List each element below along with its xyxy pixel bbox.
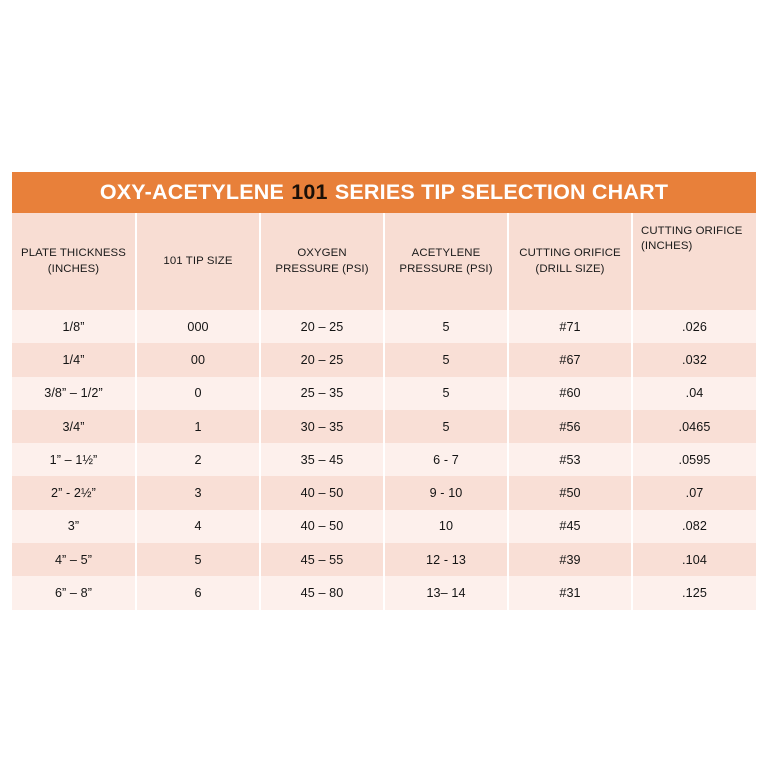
cell-cutting-orifice-inches: .026: [632, 310, 756, 343]
table-row: [12, 377, 756, 410]
cell-acetylene-pressure: 13– 14: [384, 576, 508, 609]
column-header-acetylene-pressure: [384, 213, 508, 310]
tip-selection-chart: [12, 172, 756, 610]
cell-tip-size: 5: [136, 543, 260, 576]
cell-acetylene-pressure: 12 - 13: [384, 543, 508, 576]
cell-acetylene-pressure: 5: [384, 343, 508, 376]
chart-title-accent: 101: [291, 180, 328, 204]
cell-cutting-orifice-drill-size: #60: [508, 377, 632, 410]
cell-acetylene-pressure: 6 - 7: [384, 443, 508, 476]
header-line: 101 TIP SIZE: [163, 254, 233, 267]
cell-tip-size: 1: [136, 410, 260, 443]
column-header-plate-thickness: [12, 213, 136, 310]
header-line: PRESSURE (PSI): [275, 262, 369, 275]
cell-plate-thickness: 3”: [12, 510, 136, 543]
cell-oxygen-pressure: 30 – 35: [260, 410, 384, 443]
table-row: [12, 510, 756, 543]
column-header-tip-size: [136, 213, 260, 310]
cell-tip-size: 000: [136, 310, 260, 343]
header-line: OXYGEN: [297, 247, 347, 260]
cell-plate-thickness: 2” - 2½”: [12, 476, 136, 509]
table-row: [12, 410, 756, 443]
cell-tip-size: 4: [136, 510, 260, 543]
table-body: [12, 310, 756, 610]
column-header-oxygen-pressure: [260, 213, 384, 310]
header-line: (INCHES): [641, 240, 693, 253]
header-line: CUTTING ORIFICE: [641, 225, 743, 237]
cell-cutting-orifice-inches: .104: [632, 543, 756, 576]
cell-cutting-orifice-drill-size: #45: [508, 510, 632, 543]
chart-title-band: [12, 172, 756, 213]
chart-title-suffix: SERIES TIP SELECTION CHART: [328, 180, 669, 204]
column-header-cutting-orifice-drill-size: [508, 213, 632, 310]
page-title: [100, 180, 668, 205]
cell-cutting-orifice-drill-size: #56: [508, 410, 632, 443]
cell-oxygen-pressure: 20 – 25: [260, 343, 384, 376]
cell-cutting-orifice-drill-size: #39: [508, 543, 632, 576]
cell-acetylene-pressure: 5: [384, 377, 508, 410]
cell-plate-thickness: 1/8”: [12, 310, 136, 343]
table-row: [12, 443, 756, 476]
chart-title-prefix: OXY-ACETYLENE: [99, 180, 291, 204]
cell-cutting-orifice-drill-size: #31: [508, 576, 632, 609]
cell-cutting-orifice-drill-size: #67: [508, 343, 632, 376]
table-header: [12, 213, 756, 310]
header-line: PRESSURE (PSI): [399, 262, 493, 275]
cell-tip-size: 6: [136, 576, 260, 609]
header-line: ACETYLENE: [411, 247, 481, 260]
cell-cutting-orifice-inches: .0465: [632, 410, 756, 443]
table-row: [12, 576, 756, 609]
cell-cutting-orifice-inches: .125: [632, 576, 756, 609]
cell-cutting-orifice-inches: .032: [632, 343, 756, 376]
header-line: (INCHES): [47, 262, 100, 275]
header-line: CUTTING ORIFICE: [519, 247, 621, 260]
cell-plate-thickness: 1” – 1½”: [12, 443, 136, 476]
cell-oxygen-pressure: 40 – 50: [260, 476, 384, 509]
cell-cutting-orifice-inches: .07: [632, 476, 756, 509]
cell-acetylene-pressure: 10: [384, 510, 508, 543]
tip-selection-table: [12, 213, 756, 610]
cell-cutting-orifice-drill-size: #71: [508, 310, 632, 343]
cell-tip-size: 00: [136, 343, 260, 376]
cell-tip-size: 3: [136, 476, 260, 509]
table-header-row: [12, 213, 756, 310]
cell-tip-size: 0: [136, 377, 260, 410]
cell-plate-thickness: 4” – 5”: [12, 543, 136, 576]
cell-plate-thickness: 1/4”: [12, 343, 136, 376]
column-header-cutting-orifice-inches: [632, 213, 756, 310]
cell-tip-size: 2: [136, 443, 260, 476]
cell-acetylene-pressure: 5: [384, 410, 508, 443]
cell-cutting-orifice-inches: .0595: [632, 443, 756, 476]
table-row: [12, 543, 756, 576]
table-row: [12, 343, 756, 376]
cell-cutting-orifice-drill-size: #50: [508, 476, 632, 509]
cell-oxygen-pressure: 20 – 25: [260, 310, 384, 343]
cell-cutting-orifice-inches: .04: [632, 377, 756, 410]
cell-oxygen-pressure: 40 – 50: [260, 510, 384, 543]
cell-oxygen-pressure: 45 – 80: [260, 576, 384, 609]
cell-oxygen-pressure: 45 – 55: [260, 543, 384, 576]
cell-acetylene-pressure: 5: [384, 310, 508, 343]
table-row: [12, 476, 756, 509]
header-line: (DRILL SIZE): [535, 262, 605, 275]
cell-cutting-orifice-inches: .082: [632, 510, 756, 543]
cell-plate-thickness: 3/4”: [12, 410, 136, 443]
cell-oxygen-pressure: 35 – 45: [260, 443, 384, 476]
cell-acetylene-pressure: 9 - 10: [384, 476, 508, 509]
cell-plate-thickness: 3/8” – 1/2”: [12, 377, 136, 410]
cell-cutting-orifice-drill-size: #53: [508, 443, 632, 476]
header-line: PLATE THICKNESS: [21, 247, 126, 260]
cell-oxygen-pressure: 25 – 35: [260, 377, 384, 410]
cell-plate-thickness: 6” – 8”: [12, 576, 136, 609]
table-row: [12, 310, 756, 343]
